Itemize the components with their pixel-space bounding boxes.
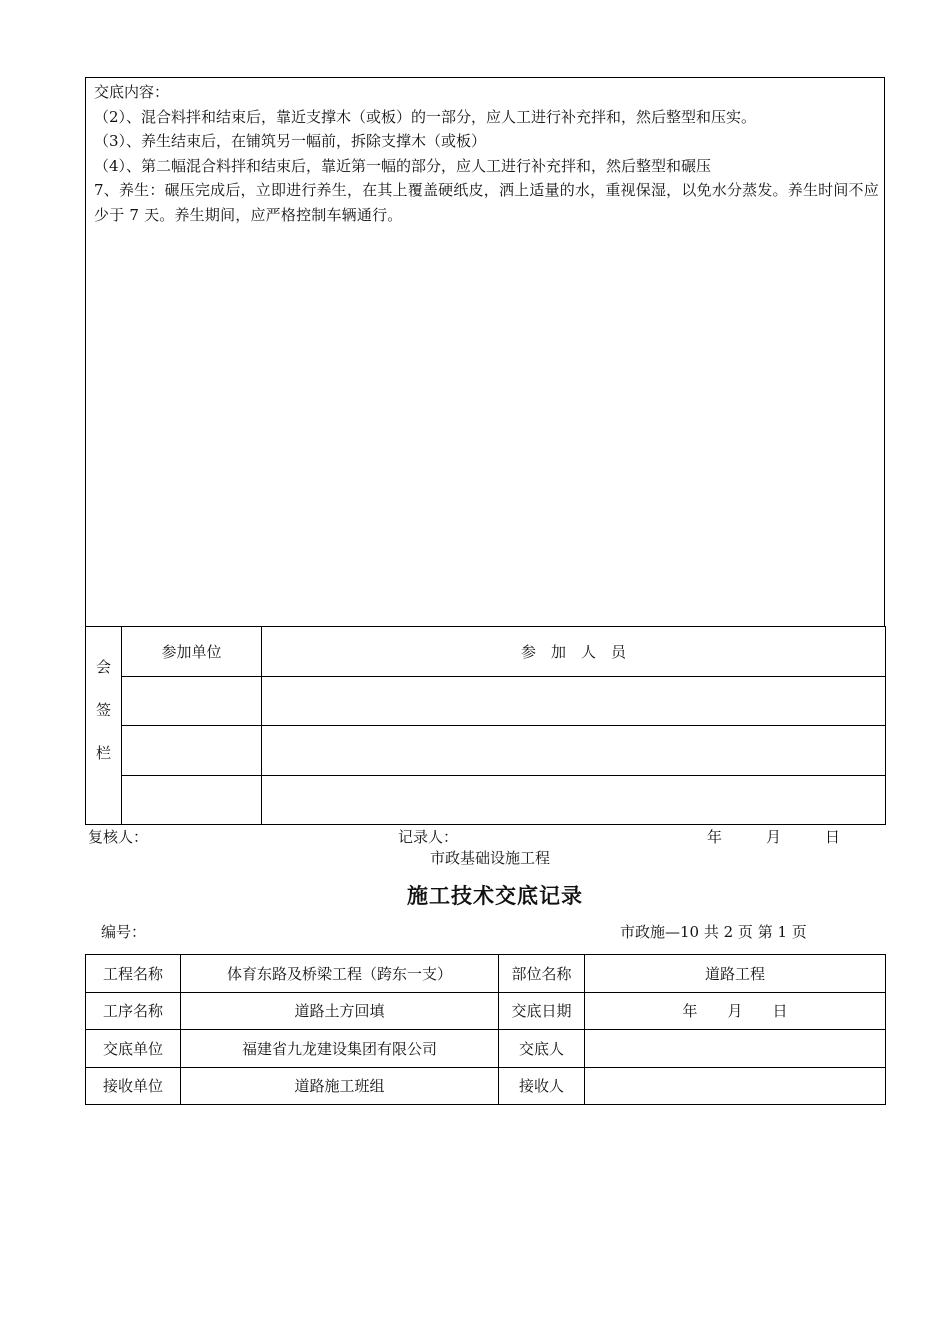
unit-cell[interactable] [122,775,262,825]
process-name-label: 工序名称 [86,992,181,1030]
unit-cell[interactable] [122,726,262,776]
content-label: 交底内容： [94,83,170,101]
page-info: 市政施—10 共 2 页 第 1 页 [620,923,807,941]
receiver-label: 接收人 [499,1067,585,1105]
disclosure-content [94,80,880,227]
participants-cell[interactable] [262,676,886,726]
part-name-value: 道路工程 [585,955,886,993]
part-name-label: 部位名称 [499,955,585,993]
signoff-table [85,626,886,825]
footer-day: 日 [825,828,841,846]
participating-unit-header: 参加单位 [122,627,262,677]
participants-cell[interactable] [262,775,886,825]
disclosure-date-value[interactable]: 年 月 日 [585,992,886,1030]
receiver-value[interactable] [585,1067,886,1105]
issuing-unit-value: 福建省九龙建设集团有限公司 [181,1030,499,1068]
project-info-table [85,954,886,1105]
document-subtitle: 市政基础设施工程 [430,849,551,867]
footer-year: 年 [707,828,723,846]
number-label: 编号： [101,923,147,941]
content-item-4: （4）、第二幅混合料拌和结束后，靠近第一幅的部分，应人工进行补充拌和，然后整型和碾压 [94,156,712,175]
document-title: 施工技术交底记录 [407,883,583,908]
issuing-unit-label: 交底单位 [86,1030,181,1068]
issuer-value[interactable] [585,1030,886,1068]
receiving-unit-value: 道路施工班组 [181,1067,499,1105]
disclosure-date-label: 交底日期 [499,992,585,1030]
unit-cell[interactable] [122,676,262,726]
participants-cell[interactable] [262,726,886,776]
project-name-label: 工程名称 [86,955,181,993]
content-item-3: （3）、养生结束后，在铺筑另一幅前，拆除支撑木（或板） [94,132,487,150]
content-item-7: 7、养生：碾压完成后，立即进行养生，在其上覆盖硬纸皮，洒上适量的水，重视保湿，以免水分蒸发。养生时间不应少于 7 天。养生期间，应严格控制车辆通行。 [94,181,879,224]
receiving-unit-label: 接收单位 [86,1067,181,1105]
project-name-value: 体育东路及桥梁工程（跨东一支） [181,955,499,993]
reviewer-label: 复核人： [88,828,149,846]
issuer-label: 交底人 [499,1030,585,1068]
footer-month: 月 [766,828,782,846]
content-item-2: （2）、混合料拌和结束后，靠近支撑木（或板）的一部分，应人工进行补充拌和，然后整型和压实。 [94,107,757,126]
signoff-side-label: 会签栏 [86,627,122,825]
process-name-value: 道路土方回填 [181,992,499,1030]
participants-header: 参 加 人 员 [262,627,886,677]
recorder-label: 记录人： [398,828,459,846]
